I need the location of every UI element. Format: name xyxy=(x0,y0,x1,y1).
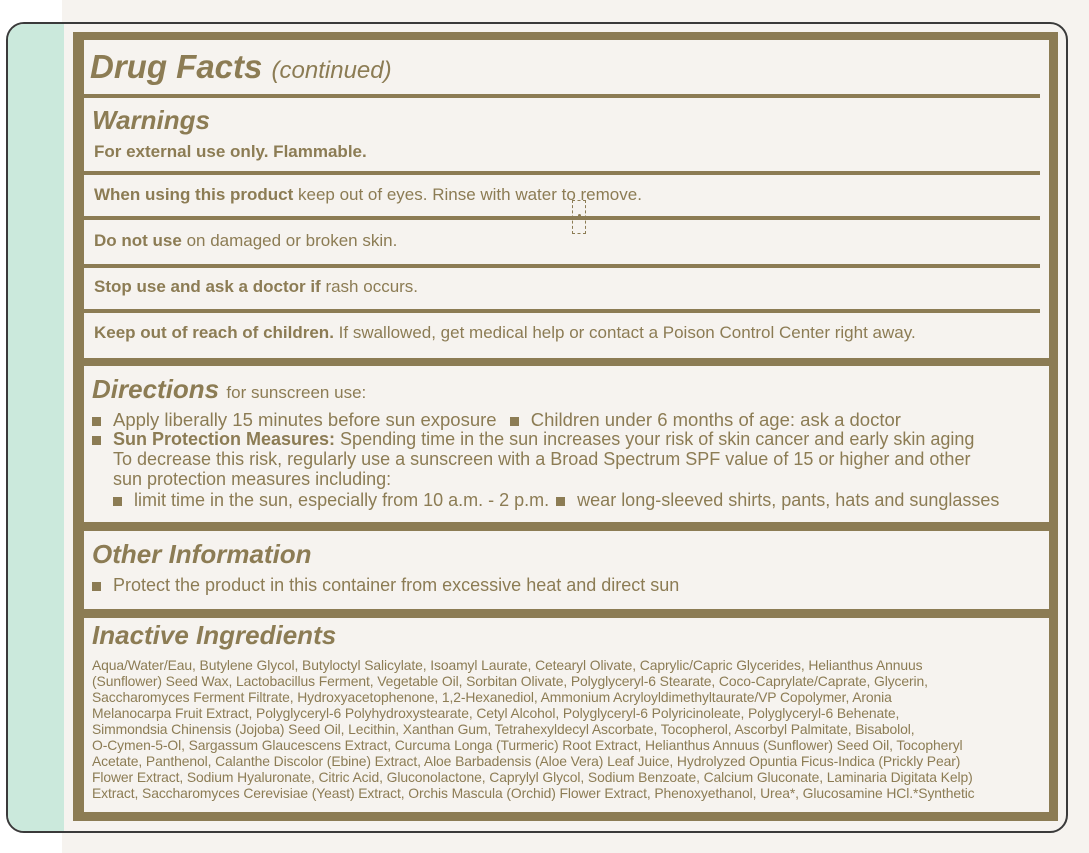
sun-protection-line-3: sun protection measures including: xyxy=(113,469,392,489)
ingredients-line: Extract, Saccharomyces Cerevisiae (Yeast) Extract, Orchis Mascula (Orchid) Flower Extract, Phenoxyethanol, Urea*, Glucosamine HCl.*Synthetic xyxy=(92,785,975,801)
bullet xyxy=(92,582,101,591)
ingredients-line: Simmondsia Chinensis (Jojoba) Seed Oil, Lecithin, Xanthan Gum, Tetrahexyldecyl Ascorbate, Tocopherol, Ascorbyl Palmitate, Bisabolol, xyxy=(92,721,915,737)
external-use-warning: For external use only. Flammable. xyxy=(94,142,367,161)
sun-protection-line-2: To decrease this risk, regularly use a sunscreen with a Broad Spectrum SPF value of 15 or higher and other xyxy=(113,449,971,469)
divider xyxy=(84,264,1040,268)
bullet xyxy=(92,417,101,426)
when-using-text: keep out of eyes. Rinse with water to remove. xyxy=(293,185,642,204)
other-info-item xyxy=(92,575,679,596)
ingredients-line: Saccharomyces Ferment Filtrate, Hydroxyacetophenone, 1,2-Hexanediol, Ammonium Acryloyldimethyltaurate/VP Copolymer, Aronia xyxy=(92,689,892,705)
sun-protection-text: Spending time in the sun increases your risk of skin cancer and early skin aging xyxy=(335,429,975,449)
do-not-use-text: on damaged or broken skin. xyxy=(181,231,398,250)
sun-protection-line-1 xyxy=(92,429,974,450)
directions-row-1 xyxy=(92,409,901,431)
bullet xyxy=(113,497,122,506)
mint-strip xyxy=(8,24,64,831)
divider xyxy=(84,171,1040,175)
ingredients-line: Melanocarpa Fruit Extract, Polyglyceryl-6 Polyhydroxystearate, Cetyl Alcohol, Polyglyceryl-6 Polyricinoleate, Polyglyceryl-6 Behenate, xyxy=(92,705,900,721)
directions-subheading: for sunscreen use: xyxy=(226,383,367,402)
title-text: Drug Facts xyxy=(90,48,263,85)
stop-use-warning xyxy=(94,277,418,297)
when-using-label: When using this product xyxy=(94,185,294,204)
ingredients-line: (Sunflower) Seed Wax, Lactobacillus Ferment, Vegetable Oil, Sorbitan Olivate, Polyglyceryl-6 Stearate, Coco-Caprylate/Caprate, Glycerin, xyxy=(92,673,928,689)
sun-protection-label: Sun Protection Measures: xyxy=(113,429,336,449)
sun-protection-subitems xyxy=(113,490,999,511)
bullet xyxy=(92,436,101,445)
direction-children: Children under 6 months of age: ask a doctor xyxy=(530,409,901,430)
stop-use-label: Stop use and ask a doctor if xyxy=(94,277,321,296)
inactive-heading: Inactive Ingredients xyxy=(92,620,337,650)
page-title xyxy=(90,48,392,86)
directions-header xyxy=(92,374,366,405)
other-info-heading: Other Information xyxy=(92,539,312,569)
warnings-heading: Warnings xyxy=(92,105,210,135)
keep-out-label: Keep out of reach of children. xyxy=(94,323,334,342)
subitem-clothing: wear long-sleeved shirts, pants, hats and sunglasses xyxy=(577,490,1000,510)
ingredients-line: Flower Extract, Sodium Hyaluronate, Citric Acid, Gluconolactone, Caprylyl Glycol, Sodium Benzoate, Calcium Gluconate, Laminaria Digitata Kelp) xyxy=(92,769,973,785)
do-not-use-label: Do not use xyxy=(94,231,182,250)
when-using-warning xyxy=(94,185,642,205)
directions-heading: Directions xyxy=(92,374,220,404)
subitem-limit-time: limit time in the sun, especially from 10 a.m. - 2 p.m. xyxy=(134,490,550,510)
ingredients-line: Acetate, Panthenol, Calanthe Discolor (Ebine) Extract, Aloe Barbadensis (Aloe Vera) Leaf Juice, Hydrolyzed Opuntia Ficus-Indica (Prickly Pear) xyxy=(92,753,961,769)
other-info-text: Protect the product in this container from excessive heat and direct sun xyxy=(113,575,680,595)
title-continued: (continued) xyxy=(271,57,392,84)
bullet xyxy=(556,497,565,506)
ingredients-line: Aqua/Water/Eau, Butylene Glycol, Butyloctyl Salicylate, Isoamyl Laurate, Cetearyl Olivate, Caprylic/Capric Glycerides, Helianthus Annuus xyxy=(92,657,923,673)
keep-out-warning xyxy=(94,323,916,343)
text-cursor-marker xyxy=(572,200,586,234)
divider xyxy=(84,216,1040,220)
direction-apply: Apply liberally 15 minutes before sun exposure xyxy=(113,409,497,430)
divider xyxy=(84,309,1040,313)
divider xyxy=(84,94,1040,98)
do-not-use-warning xyxy=(94,231,397,251)
ingredients-line: O-Cymen-5-Ol, Sargassum Glaucescens Extract, Curcuma Longa (Turmeric) Root Extract, Helianthus Annuus (Sunflower) Seed Oil, Tocopheryl xyxy=(92,737,963,753)
keep-out-text: If swallowed, get medical help or contact a Poison Control Center right away. xyxy=(333,323,916,342)
bullet xyxy=(510,417,519,426)
stop-use-text: rash occurs. xyxy=(320,277,419,296)
inactive-ingredients-list xyxy=(92,657,1047,801)
